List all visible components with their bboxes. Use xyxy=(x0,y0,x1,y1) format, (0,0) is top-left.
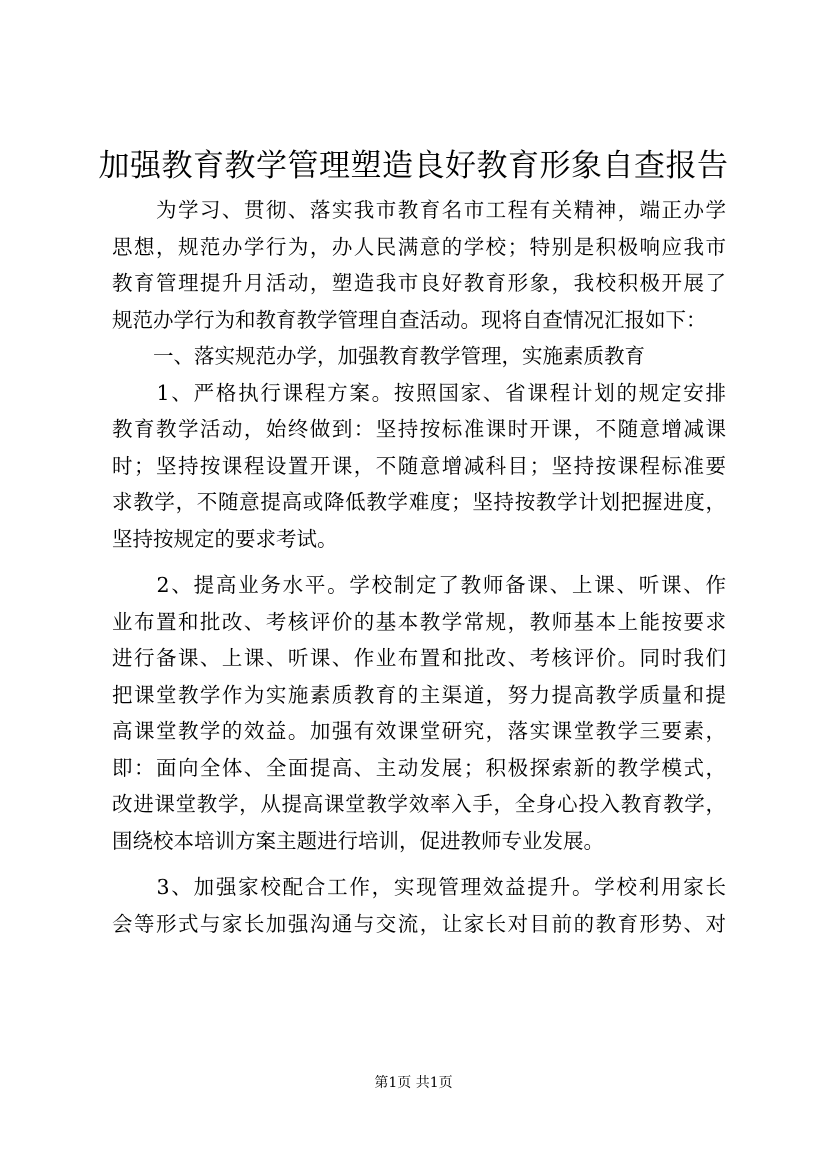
body-line: 围绕校本培训方案主题进行培训，促进教师专业发展。 xyxy=(112,828,604,853)
body-line: 思想，规范办学行为，办人民满意的学校；特别是积极响应我市 xyxy=(112,234,726,259)
body-line: 教育管理提升月活动，塑造我市良好教育形象，我校积极开展了 xyxy=(112,271,726,295)
body-line: 1、严格执行课程方案。按照国家、省课程计划的规定安排 xyxy=(112,380,726,405)
body-line: 坚持按规定的要求考试。 xyxy=(112,526,338,551)
page-title: 加强教育教学管理塑造良好教育形象自查报告 xyxy=(98,148,729,184)
body-line: 时；坚持按课程设置开课，不随意增减科目；坚持按课程标准要 xyxy=(112,453,726,478)
body-line: 高课堂教学的效益。加强有效课堂研究，落实课堂教学三要素， xyxy=(112,719,726,743)
body-line: 教育教学活动，始终做到：坚持按标准课时开课，不随意增减课 xyxy=(112,417,726,441)
paragraph-gap xyxy=(112,859,726,869)
body-line: 业布置和批改、考核评价的基本教学常规，教师基本上能按要求 xyxy=(112,609,726,634)
body-line: 规范办学行为和教育教学管理自查活动。现将自查情况汇报如下： xyxy=(112,307,707,332)
body-line: 求教学，不随意提高或降低教学难度；坚持按教学计划把握进度， xyxy=(112,490,726,514)
body-line: 进行备课、上课、听课、作业布置和批改、考核评价。同时我们 xyxy=(112,646,726,670)
document-body xyxy=(112,192,726,942)
body-line: 会等形式与家长加强沟通与交流，让家长对目前的教育形势、对 xyxy=(112,911,726,936)
body-line: 把课堂教学作为实施素质教育的主渠道，努力提高教学质量和提 xyxy=(112,682,726,707)
section-heading: 一、落实规范办学，加强教育教学管理，实施素质教育 xyxy=(112,344,645,368)
body-line: 为学习、贯彻、落实我市教育名市工程有关精神，端正办学 xyxy=(112,198,726,222)
body-line: 改进课堂教学，从提高课堂教学效率入手，全身心投入教育教学， xyxy=(112,792,726,816)
page-footer: 第1页 共1页 xyxy=(374,1075,453,1091)
body-line: 3、加强家校配合工作，实现管理效益提升。学校利用家长 xyxy=(112,875,726,899)
body-line: 2、提高业务水平。学校制定了教师备课、上课、听课、作 xyxy=(112,573,726,597)
body-line: 即：面向全体、全面提高、主动发展；积极探索新的教学模式， xyxy=(112,755,726,780)
paragraph-gap xyxy=(112,557,726,567)
